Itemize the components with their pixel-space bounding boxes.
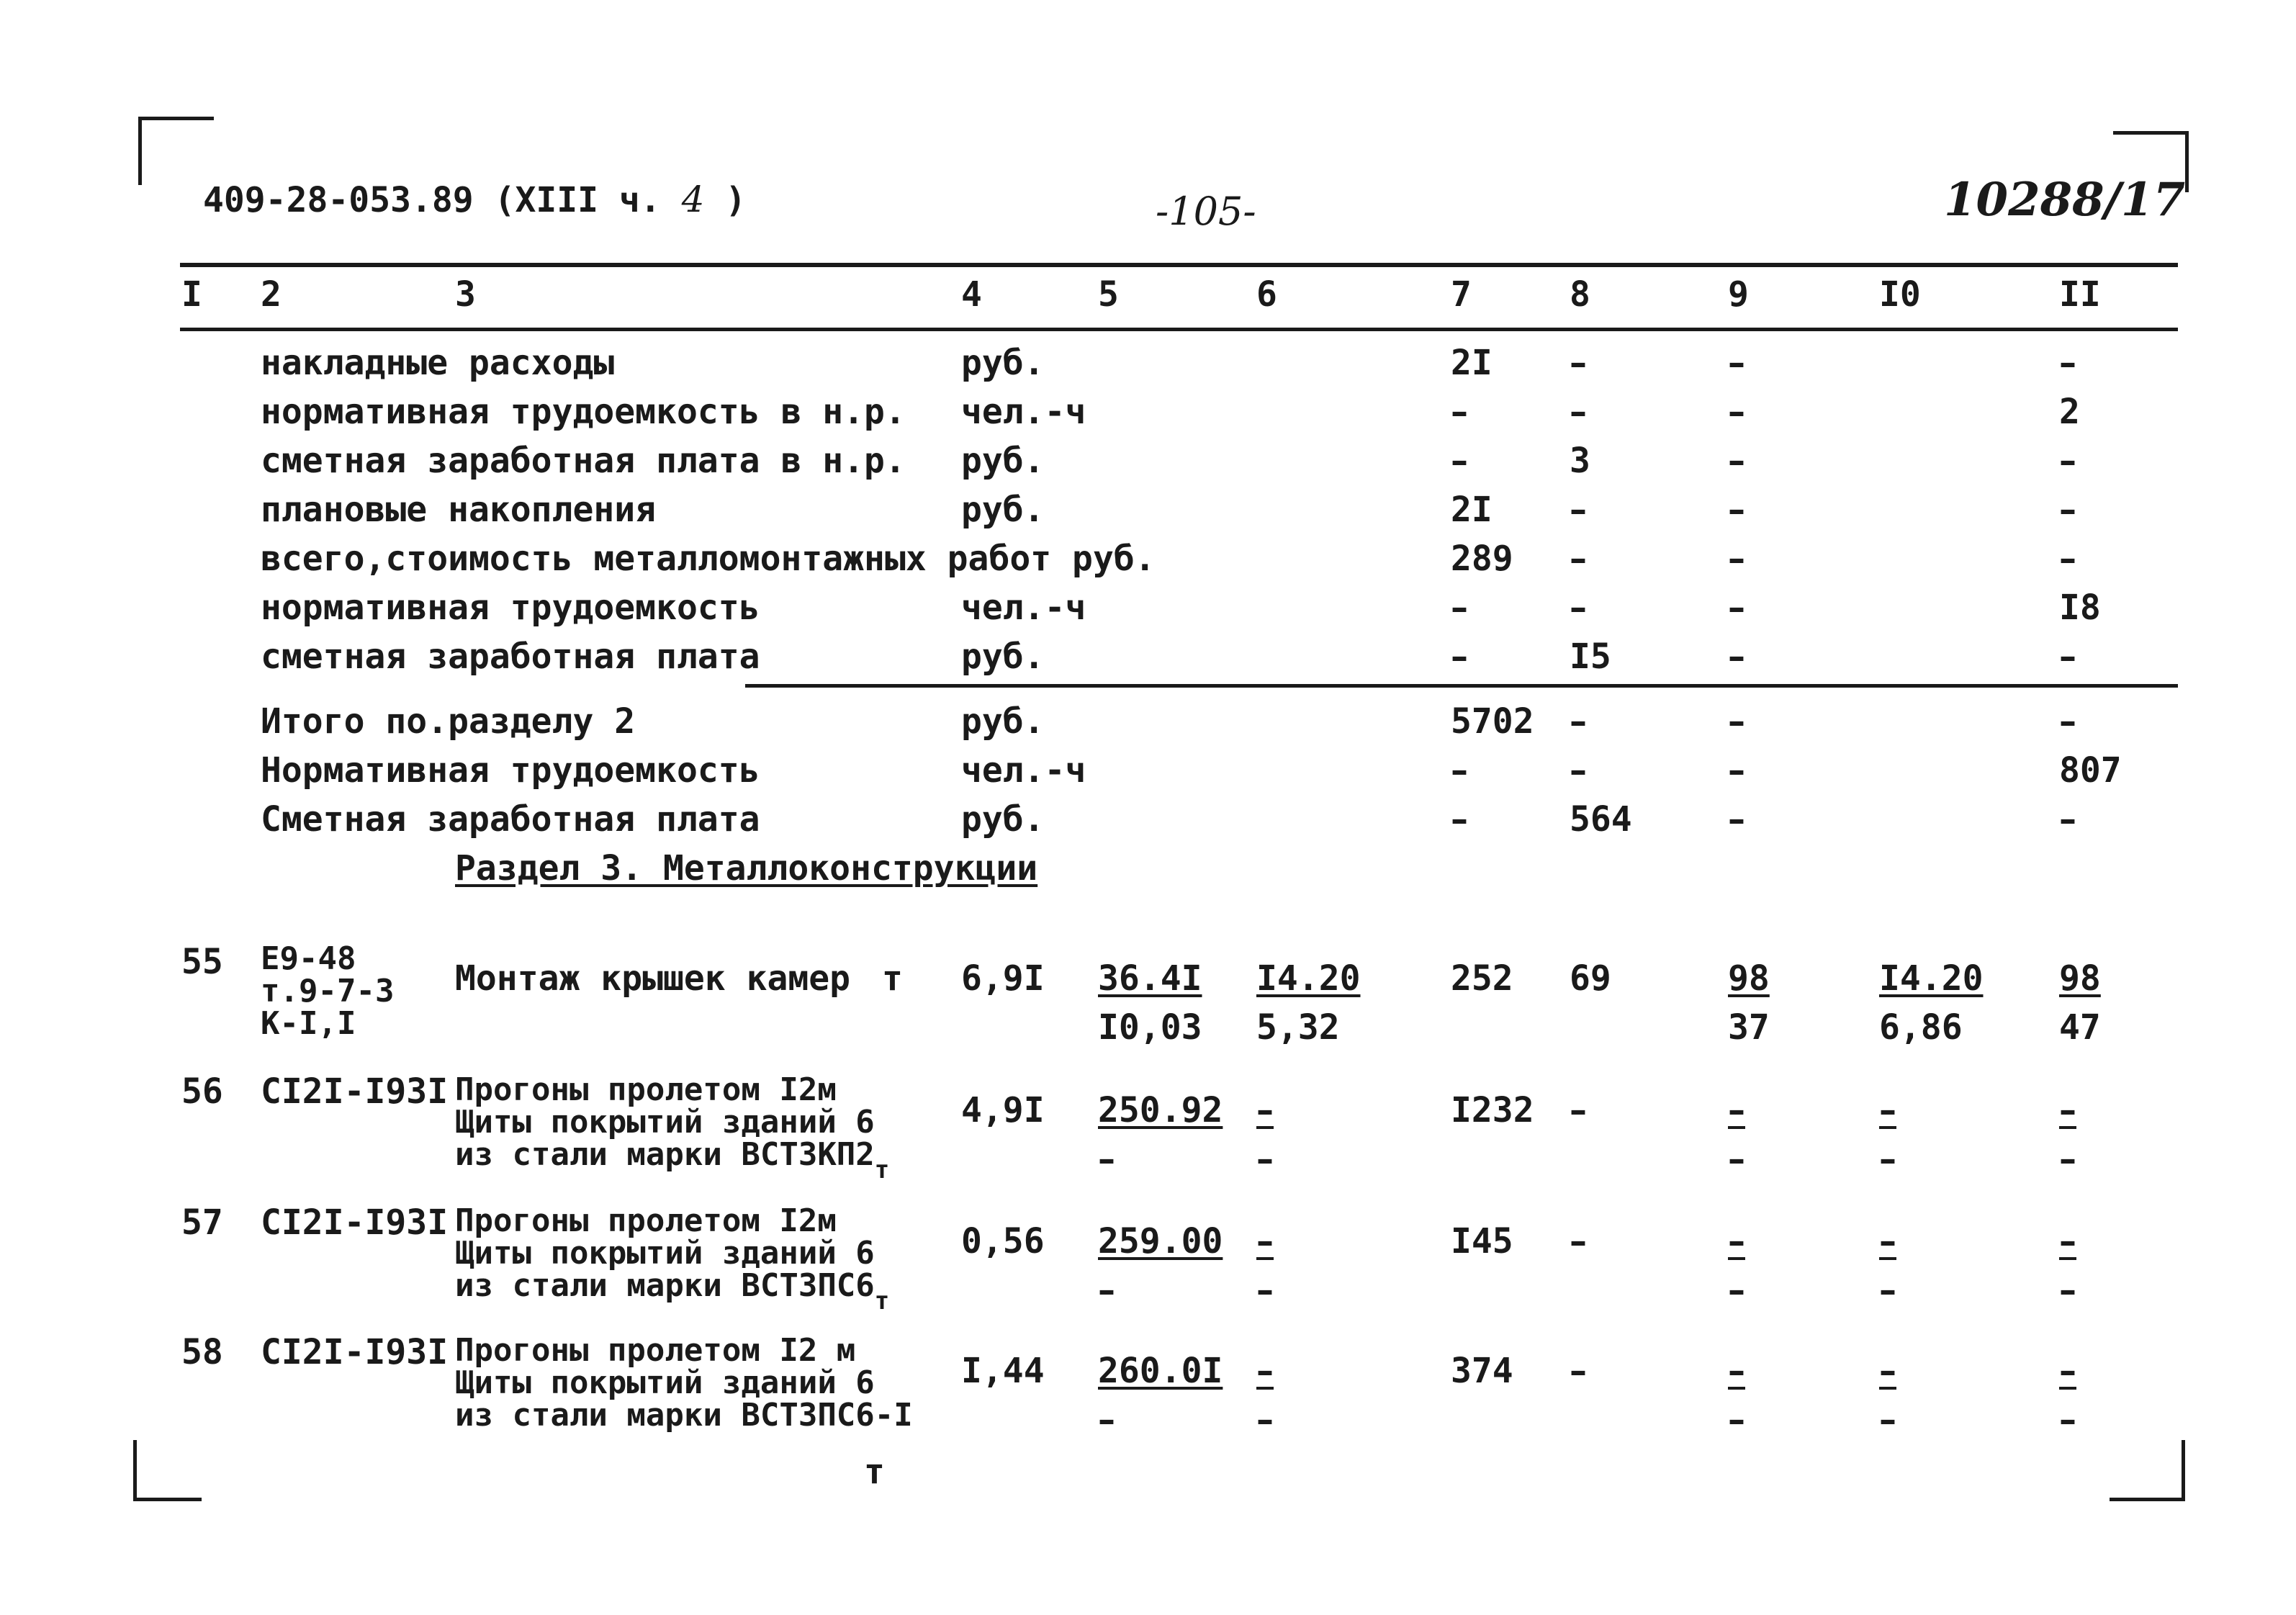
row-col9: – [1728,441,1745,481]
row-label: Нормативная трудоемкость [261,750,760,791]
col-header-3: 3 [455,274,476,315]
row-col11: – [2059,539,2076,579]
item-col9-bottom: 37 [1728,1007,1770,1048]
item-col5-top: 259.00 [1098,1221,1223,1261]
item-description-line: Прогоны пролетом I2м [455,1202,837,1239]
row-col8: – [1570,701,1587,742]
row-col9: – [1728,701,1745,742]
item-col6-bottom: – [1256,1139,1274,1179]
row-col11: – [2059,490,2076,530]
item-quantity: 4,9I [961,1090,1045,1130]
row-col11: 2 [2059,392,2080,432]
item-col10-top: – [1879,1221,1896,1261]
col-header-8: 8 [1570,274,1590,315]
item-col6-top: – [1256,1090,1274,1130]
item-col6-top: – [1256,1221,1274,1261]
totals-rule [745,684,2178,688]
item-description: Монтаж крышек камер [455,958,851,999]
corner-mark-bottom-left [133,1440,202,1501]
item-col11-bottom: – [2059,1400,2076,1440]
item-col10-bottom: 6,86 [1879,1007,1963,1048]
item-col9-top: – [1728,1221,1745,1261]
item-col5-bottom: – [1098,1139,1115,1179]
row-col8: – [1570,588,1587,628]
item-description-line: Щиты покрытий зданий 6 [455,1234,875,1272]
row-col8: – [1570,490,1587,530]
item-quantity: I,44 [961,1351,1045,1391]
row-col7: 289 [1451,539,1513,579]
col-header-1: I [181,274,202,315]
doc-part-number: 4 [681,179,705,220]
item-col8: – [1570,1221,1587,1261]
item-code: CI2I-I93I [261,1332,449,1372]
row-col11: – [2059,343,2076,383]
row-col9: – [1728,799,1745,840]
row-label: плановые накопления [261,490,657,530]
corner-mark-bottom-right [2110,1440,2185,1501]
row-unit: руб. [961,636,1045,677]
item-col6-bottom: – [1256,1400,1274,1440]
doc-code-close: ) [725,180,747,220]
corner-mark-top-left [138,117,214,185]
item-quantity: 0,56 [961,1221,1045,1261]
section-title: Раздел 3. Металлоконструкции [455,848,1038,889]
col-header-9: 9 [1728,274,1749,315]
row-col8: – [1570,392,1587,432]
item-description-line [455,1267,890,1315]
item-quantity: 6,9I [961,958,1045,999]
item-description-line: из стали марки ВСТ3ПС6-I [455,1396,913,1434]
row-col9: – [1728,392,1745,432]
item-col5-bottom: – [1098,1270,1115,1310]
item-col6-top: I4.20 [1256,958,1361,999]
item-col11-bottom: – [2059,1270,2076,1310]
item-unit: т [874,1155,890,1184]
row-col7: – [1451,588,1468,628]
item-col9-top: – [1728,1351,1745,1391]
col-header-2: 2 [261,274,282,315]
header-rule-bottom [180,328,2178,331]
row-col11: – [2059,636,2076,677]
item-col10-top: I4.20 [1879,958,1984,999]
item-col9-bottom: – [1728,1400,1745,1440]
item-description-line-text: из стали марки ВСТ3ПС6 [455,1267,875,1304]
item-col7: 252 [1451,958,1513,999]
row-col8: 564 [1570,799,1632,840]
item-code-line: K-I,I [261,1004,356,1042]
page-number: -105- [1156,189,1256,234]
item-col5-bottom: I0,03 [1098,1007,1202,1048]
row-label: Сметная заработная плата [261,799,760,840]
row-col9: – [1728,539,1745,579]
row-label: нормативная трудоемкость [261,588,760,628]
row-col8: – [1570,750,1587,791]
item-col7: 374 [1451,1351,1513,1391]
row-col8: – [1570,539,1587,579]
row-col7: – [1451,392,1468,432]
doc-code [203,179,747,220]
item-col11-bottom: – [2059,1139,2076,1179]
item-number: 57 [181,1202,223,1243]
item-col11-top: – [2059,1090,2076,1130]
item-col7: I232 [1451,1090,1534,1130]
row-unit: руб. [961,490,1045,530]
item-col8: 69 [1570,958,1611,999]
item-col6-top: – [1256,1351,1274,1391]
item-col10-bottom: – [1879,1270,1896,1310]
col-header-11: II [2059,274,2101,315]
row-col9: – [1728,343,1745,383]
item-unit: т [874,1286,890,1315]
item-col5-top: 260.0I [1098,1351,1223,1391]
item-description [455,1332,913,1434]
col-header-10: I0 [1879,274,1921,315]
item-unit: т [882,958,903,999]
item-col10-bottom: – [1879,1139,1896,1179]
item-description-line: Прогоны пролетом I2 м [455,1332,856,1369]
row-label: всего,стоимость металломонтажных работ руб. [261,539,1156,579]
row-col7: 2I [1451,343,1493,383]
row-label: сметная заработная плата [261,636,760,677]
item-col10-top: – [1879,1090,1896,1130]
item-code-line: E9-48 [261,940,356,977]
item-description [455,1071,890,1184]
row-col7: – [1451,799,1468,840]
item-col7: I45 [1451,1221,1513,1261]
item-col9-top: 98 [1728,958,1770,999]
row-unit: чел.-ч [961,392,1086,432]
row-col8: I5 [1570,636,1611,677]
header-rule-top [180,263,2178,267]
row-col11: – [2059,441,2076,481]
row-unit: руб. [961,799,1045,840]
item-code: CI2I-I93I [261,1071,449,1112]
item-description-line-text: из стали марки ВСТ3КП2 [455,1135,875,1173]
item-col8: – [1570,1351,1587,1391]
row-col11: – [2059,799,2076,840]
item-description-line: Прогоны пролетом I2м [455,1071,837,1108]
col-header-4: 4 [961,274,982,315]
row-col9: – [1728,490,1745,530]
item-description-line: Щиты покрытий зданий 6 [455,1103,875,1141]
row-unit: руб. [961,441,1045,481]
item-code-line: т.9-7-3 [261,972,395,1009]
row-col7: 2I [1451,490,1493,530]
inventory-number: 10288/17 [1944,173,2186,227]
row-col9: – [1728,636,1745,677]
item-col11-top: 98 [2059,958,2101,999]
item-number: 55 [181,942,223,982]
item-number: 58 [181,1332,223,1372]
item-col5-bottom: – [1098,1400,1115,1440]
item-col10-top: – [1879,1351,1896,1391]
row-unit: руб. [961,343,1045,383]
col-header-7: 7 [1451,274,1472,315]
col-header-6: 6 [1256,274,1277,315]
row-unit: чел.-ч [961,750,1086,791]
row-col9: – [1728,588,1745,628]
item-col9-top: – [1728,1090,1745,1130]
row-col11: I8 [2059,588,2101,628]
item-code [261,940,395,1042]
row-col8: 3 [1570,441,1590,481]
item-description-line: Щиты покрытий зданий 6 [455,1364,875,1401]
row-col9: – [1728,750,1745,791]
row-col7: 5702 [1451,701,1534,742]
item-description-line [455,1135,890,1184]
item-col11-bottom: 47 [2059,1007,2101,1048]
item-col5-top: 250.92 [1098,1090,1223,1130]
row-col8: – [1570,343,1587,383]
row-unit: чел.-ч [961,588,1086,628]
item-col6-bottom: – [1256,1270,1274,1310]
item-col11-top: – [2059,1221,2076,1261]
item-col11-top: – [2059,1351,2076,1391]
item-code: CI2I-I93I [261,1202,449,1243]
item-col9-bottom: – [1728,1139,1745,1179]
item-description [455,1202,890,1315]
col-header-5: 5 [1098,274,1119,315]
row-label: накладные расходы [261,343,615,383]
row-unit: руб. [961,701,1045,742]
item-col10-bottom: – [1879,1400,1896,1440]
row-col7: – [1451,636,1468,677]
item-col9-bottom: – [1728,1270,1745,1310]
row-col11: – [2059,701,2076,742]
row-col7: – [1451,441,1468,481]
item-col5-top: 36.4I [1098,958,1202,999]
doc-code-text: 409-28-053.89 (XIII ч. [203,180,661,220]
item-unit: т [864,1452,885,1492]
row-col11: 807 [2059,750,2122,791]
item-col6-bottom: 5,32 [1256,1007,1340,1048]
row-label: сметная заработная плата в н.р. [261,441,906,481]
row-label: Итого по.разделу 2 [261,701,636,742]
row-col7: – [1451,750,1468,791]
row-label: нормативная трудоемкость в н.р. [261,392,906,432]
item-col8: – [1570,1090,1587,1130]
item-number: 56 [181,1071,223,1112]
